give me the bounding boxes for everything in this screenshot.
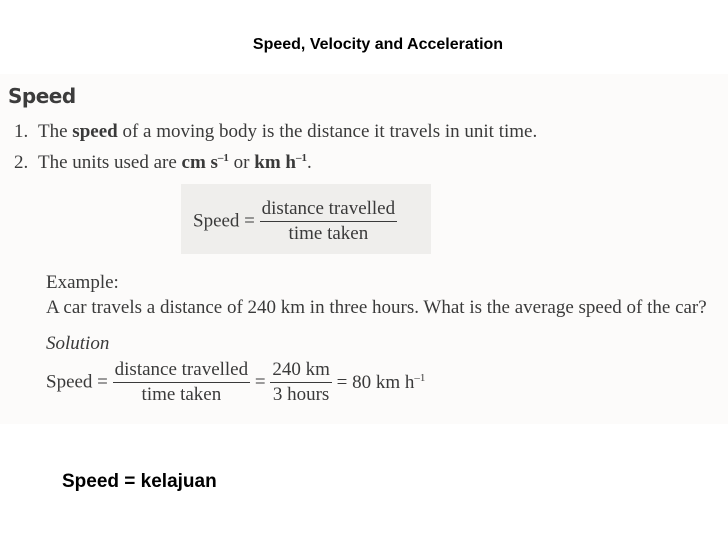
- example: [46, 270, 707, 320]
- solution-result: = 80 km $h^{-1}$: [336, 371, 426, 393]
- formula-box: [181, 184, 431, 254]
- unit-km-per-h: km $h^{-1}$: [254, 152, 307, 173]
- list-item: 1. The speed of a moving body is the distance it travels in unit time.: [14, 121, 538, 142]
- section-heading: Speed: [8, 84, 76, 108]
- textbook-scan: [0, 74, 728, 424]
- definition-list: [14, 118, 537, 176]
- speed-formula: Speed = $\frac{\text{distance travelled}}{\text{time taken}}$: [193, 198, 396, 244]
- example-question: A car travels a distance of 240 km in three hours. What is the average speed of the car?: [46, 297, 707, 318]
- solution-equation: Speed = $\frac{\text{distance travelled}}{\text{time taken}}$ = $\frac{240 km}{\text{3 hours}}$ = 80 km $h^{-1}$: [46, 359, 426, 405]
- translation-note: Speed = kelajuan: [62, 471, 217, 492]
- speed-term: speed: [72, 121, 118, 142]
- example-label: Example:: [46, 272, 119, 293]
- slide-title: Speed, Velocity and Acceleration: [252, 36, 504, 53]
- formula-fraction: $\frac{\text{distance travelled}}{\text{time taken}}$: [261, 198, 396, 244]
- unit-cm-per-s: cm $s^{-1}$: [181, 152, 229, 173]
- list-item: 2. The units used are cm $s^{-1}$ or km $h^{-1}$.: [14, 152, 312, 173]
- solution-value-fraction: $\frac{240 km}{\text{3 hours}}$: [272, 359, 330, 405]
- solution-fraction: $\frac{\text{distance travelled}}{\text{time taken}}$: [114, 359, 249, 405]
- solution-label: Solution: [46, 333, 110, 354]
